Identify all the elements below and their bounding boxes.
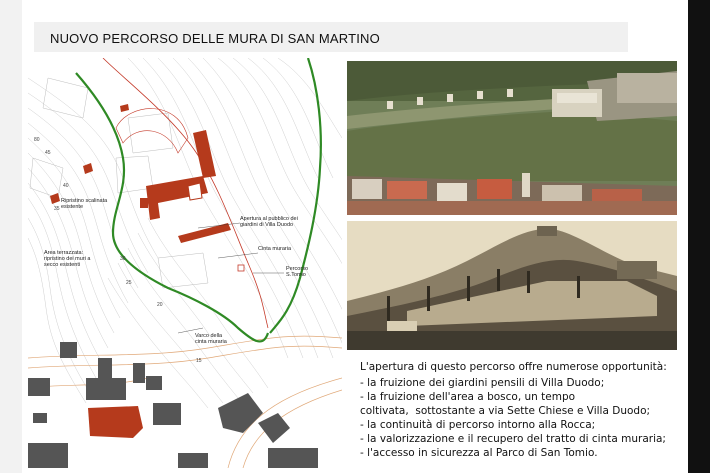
list-item: - la fruizione dell'area a bosco, un tempo coltivata, sottostante a via Sette Chiese e Villa Duodo; [360, 391, 651, 417]
list-item: - la valorizzazione e il recupero del tratto di cinta muraria; [360, 433, 666, 445]
description-intro: L'apertura di questo percorso offre numerose opportunità: [360, 361, 667, 373]
label-cinta-muraria: Cinta muraria [258, 246, 292, 252]
label-percorso-stomio: Percorso S.Tomio [286, 266, 309, 278]
contour-number: 15 [196, 358, 202, 364]
historic-engraving [347, 221, 677, 350]
aerial-photo [347, 61, 677, 215]
label-varco-cinta: Varco della cinta muraria [195, 333, 227, 345]
contour-number: 20 [157, 302, 163, 308]
contour-number: 35 [54, 206, 60, 212]
contour-number: 40 [63, 183, 69, 189]
label-apertura-giardini: Apertura al pubblico dei giardini di Villa Duodo [240, 216, 298, 228]
list-item: - l'accesso in sicurezza al Parco di San Tomio. [360, 447, 598, 459]
contour-number: 80 [34, 137, 40, 143]
description-block [360, 360, 680, 460]
list-item: - la fruizione dei giardini pensili di Villa Duodo; [360, 377, 605, 389]
right-margin [688, 0, 710, 473]
list-item: - la continuità di percorso intorno alla Rocca; [360, 419, 596, 431]
contour-number: 30 [120, 256, 126, 262]
wall-marker [238, 265, 244, 271]
page-title: NUOVO PERCORSO DELLE MURA DI SAN MARTINO [50, 31, 380, 46]
label-area-terrazzata: Area terrazzata: ripristino dei muri a secco esistenti [44, 250, 91, 268]
contour-number: 25 [126, 280, 132, 286]
contour-number: 45 [45, 150, 51, 156]
red-building-bottom [88, 406, 143, 438]
label-ripristino-scalinata: Ripristino scalinata esistente [61, 198, 108, 210]
opportunities-list [360, 376, 680, 460]
left-margin [0, 0, 22, 473]
